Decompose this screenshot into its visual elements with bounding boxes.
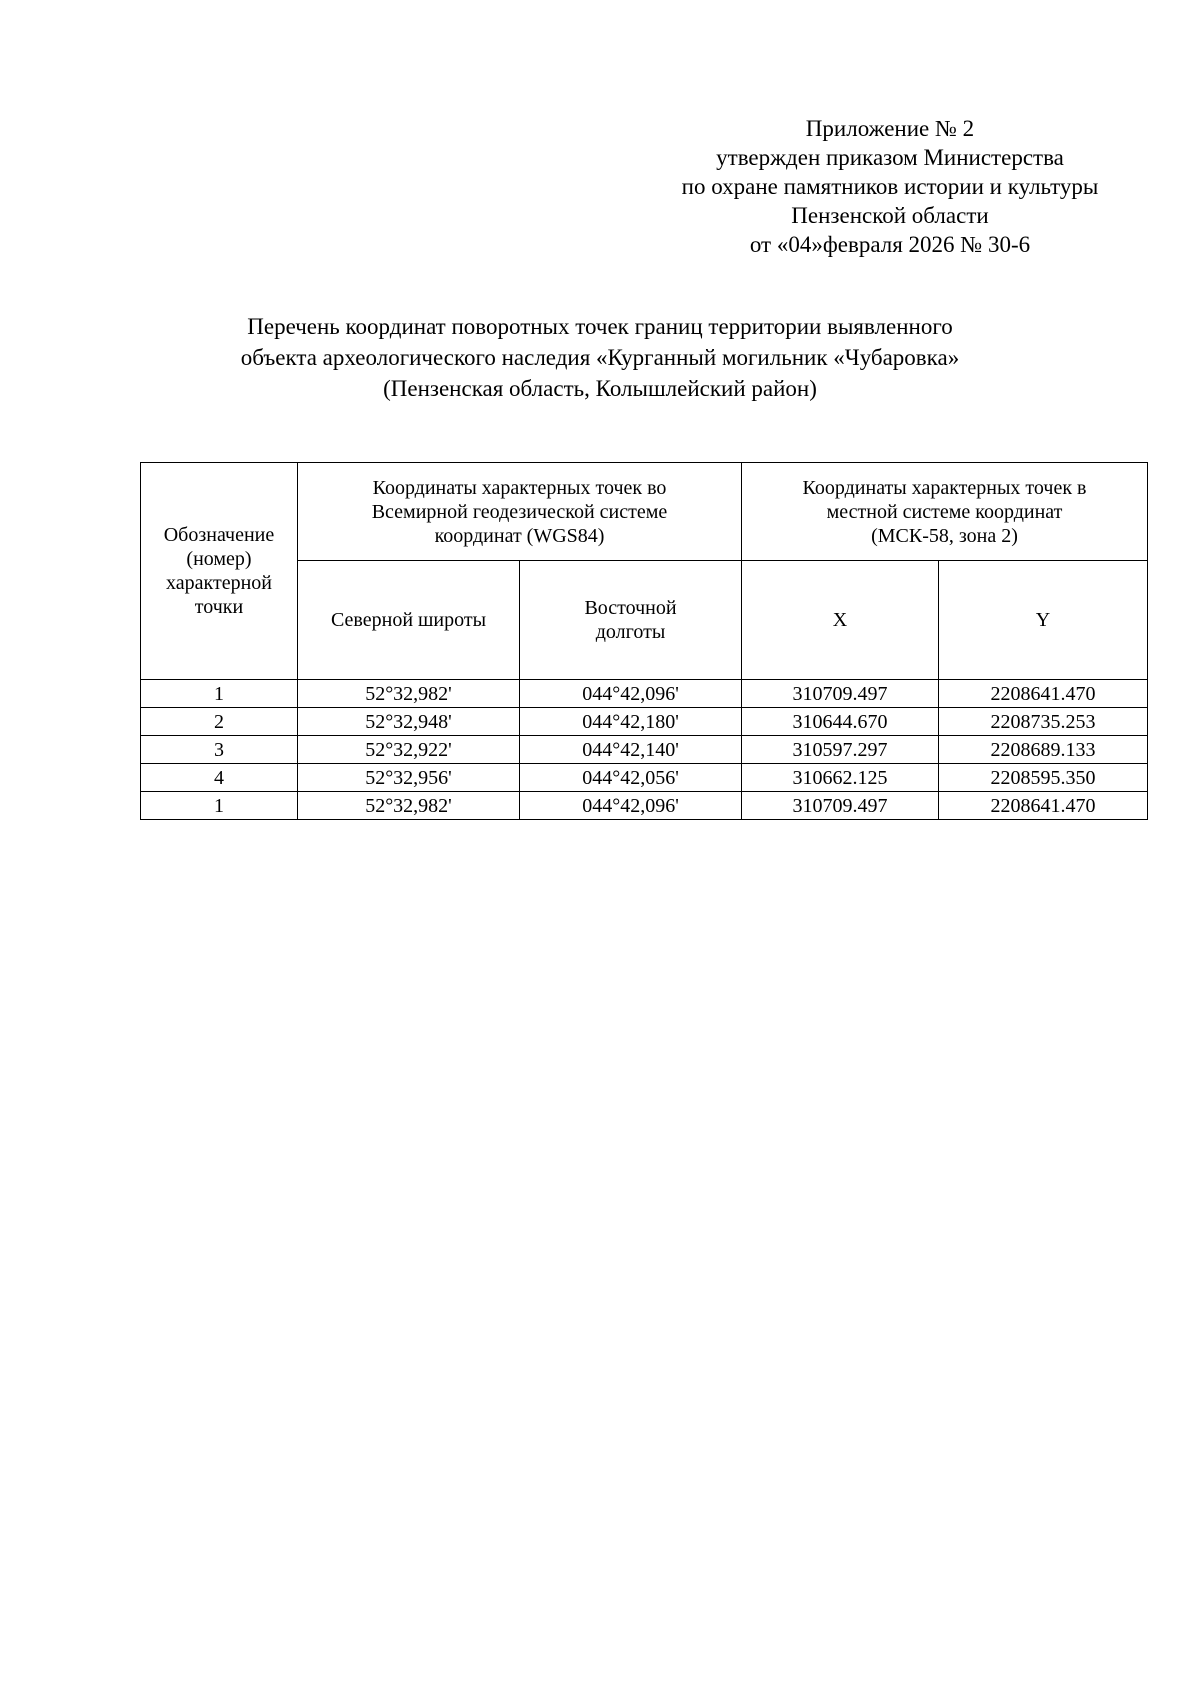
x-value: 310709.497 <box>742 680 939 708</box>
header-text: местной системе координат <box>826 500 1063 523</box>
approval-line: от «04»февраля 2026 № 30-6 <box>749 232 1031 257</box>
longitude-value: 044°42,140' <box>520 736 742 764</box>
table-header-row <box>141 463 1148 561</box>
msk58-header <box>742 463 1148 561</box>
approval-line: утвержден приказом Министерства <box>716 145 1064 170</box>
y-value: 2208689.133 <box>939 736 1148 764</box>
y-value: 2208735.253 <box>939 708 1148 736</box>
approval-block <box>620 114 1160 259</box>
latitude-value: 52°32,948' <box>298 708 520 736</box>
table-row <box>141 708 1148 736</box>
header-text: Координаты характерных точек во <box>372 476 667 499</box>
table-row <box>141 680 1148 708</box>
approval-line: Пензенской области <box>791 203 989 228</box>
y-value: 2208595.350 <box>939 764 1148 792</box>
point-number: 1 <box>141 680 298 708</box>
longitude-value: 044°42,180' <box>520 708 742 736</box>
header-text: (МСК-58, зона 2) <box>871 524 1018 547</box>
header-text: Обозначение <box>163 524 275 546</box>
x-value: 310662.125 <box>742 764 939 792</box>
header-text: Координаты характерных точек в <box>802 476 1087 499</box>
header-text: (номер) <box>186 548 252 570</box>
point-designation-header <box>141 463 298 680</box>
latitude-header: Северной широты <box>298 561 520 680</box>
title-line: объекта археологического наследия «Курганный могильник «Чубаровка» <box>240 345 960 370</box>
point-number: 3 <box>141 736 298 764</box>
longitude-value: 044°42,096' <box>520 680 742 708</box>
point-number: 2 <box>141 708 298 736</box>
approval-line: по охране памятников истории и культуры <box>681 174 1099 199</box>
table-row <box>141 792 1148 820</box>
latitude-value: 52°32,982' <box>298 792 520 820</box>
header-text: долготы <box>595 621 666 643</box>
longitude-value: 044°42,096' <box>520 792 742 820</box>
y-value: 2208641.470 <box>939 792 1148 820</box>
longitude-header <box>520 561 742 680</box>
point-number: 1 <box>141 792 298 820</box>
table-row <box>141 736 1148 764</box>
y-header: Y <box>939 561 1148 680</box>
header-text: Восточной <box>584 597 677 619</box>
x-header: X <box>742 561 939 680</box>
wgs84-header <box>298 463 742 561</box>
latitude-value: 52°32,982' <box>298 680 520 708</box>
approval-line: Приложение № 2 <box>805 116 975 141</box>
x-value: 310709.497 <box>742 792 939 820</box>
longitude-value: 044°42,056' <box>520 764 742 792</box>
header-text: точки <box>194 596 244 618</box>
document-title <box>140 311 1060 404</box>
y-value: 2208641.470 <box>939 680 1148 708</box>
table-row <box>141 764 1148 792</box>
header-text: Всемирной геодезической системе <box>371 500 668 523</box>
x-value: 310644.670 <box>742 708 939 736</box>
point-number: 4 <box>141 764 298 792</box>
coordinates-table <box>140 462 1148 820</box>
title-line: (Пензенская область, Колышлейский район) <box>383 376 817 401</box>
header-text: характерной <box>166 572 272 594</box>
title-line: Перечень координат поворотных точек границ территории выявленного <box>247 314 953 339</box>
x-value: 310597.297 <box>742 736 939 764</box>
latitude-value: 52°32,922' <box>298 736 520 764</box>
header-text: координат (WGS84) <box>434 524 605 547</box>
latitude-value: 52°32,956' <box>298 764 520 792</box>
